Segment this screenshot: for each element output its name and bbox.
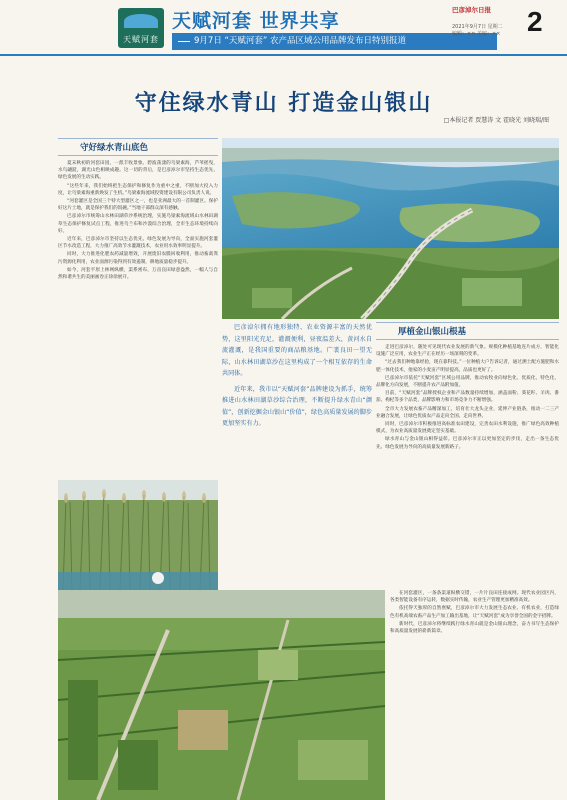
reed-illustration xyxy=(58,480,218,590)
masthead-subtitle: 9月7日 “天赋河套” 农产品区域公用品牌发布日特别报道 xyxy=(172,33,497,50)
right-section-title: 厚植金山银山根基 xyxy=(376,322,559,340)
right-paragraph: 全市大力发展农畜产品精深加工，培育壮大龙头企业，延伸产业链条，推动一二三产业融合发展，让绿色优质农产品走向全国、走向世界。 xyxy=(376,406,559,419)
left-paragraph: 近年来，巴彦淖尔市坚持以生态优先、绿色发展为导向，全面实施河套灌区节水改造工程，大力推广高效节水灌溉技术，农业用水效率明显提升。 xyxy=(58,237,218,250)
headline: 守住绿水青山 打造金山银山 xyxy=(134,91,433,116)
left-paragraph: “河套灌区是全国三个特大型灌区之一，也是亚洲最大的一首制灌区。保护好这片土地，就是保护我们的饭碗。”当地干部群众深有感触。 xyxy=(58,199,218,212)
right-article xyxy=(376,322,559,586)
bottom-right-paragraph: 新时代，巴彦淖尔将继续践行绿水青山就是金山银山理念，奋力书写生态保护和高质量发展的崭新篇章。 xyxy=(390,621,559,635)
page-number: 2 xyxy=(527,6,543,37)
bottom-right-article xyxy=(390,590,559,795)
bottom-right-paragraph: 依托得天独厚的自然禀赋，巴彦淖尔市大力发展生态农业、有机农业，打造绿色有机高端农畜产品生产加工输出基地，让“天赋河套”成为享誉全国的金字招牌。 xyxy=(390,606,559,619)
reed-marsh-photo xyxy=(58,480,218,590)
left-section-title: 守好绿水青山底色 xyxy=(58,138,218,156)
aerial-lake-illustration xyxy=(222,138,559,319)
masthead-title: 天赋河套 世界共享 xyxy=(172,10,340,32)
caption-block xyxy=(222,322,372,584)
byline: □本报记者 贾慧涛 文 霍晓光 刘晓瑞/图 xyxy=(443,117,549,124)
right-paragraph: 走进巴彦淖尔，随处可见现代农业发展的新气象。规模化种植基地连片成方，智能化设施广泛应用，农业生产正在经历一场深刻的变革。 xyxy=(376,345,559,358)
left-paragraph: 同时，大力推进化肥农药减量增效，开展废旧农膜回收利用，推动畜禽粪污资源化利用，农业面源污染得到有效遏制，耕地质量稳步提升。 xyxy=(58,252,218,265)
caption-paragraph: 近年来，我市以“天赋河套”品牌建设为抓手，统筹推进山水林田湖草沙综合治理，不断提升绿水青山“颜值”，创新挖掘金山银山“价值”，绿色高质量发展的脚步更加坚实有力。 xyxy=(222,385,372,427)
farmland-aerial-photo xyxy=(58,590,385,800)
left-paragraph: 如今，河套平原上林网纵横，渠系密布，万亩良田绿意盎然，一幅人与自然和谐共生的美丽画卷正徐徐展开。 xyxy=(58,267,218,281)
left-paragraph: 夏末秋初的河套田园，一派丰收景象。碧波荡漾的乌梁素海，芦苇摇曳，水鸟翩跹，湖光山色相映成趣。这一切的背后，是巴彦淖尔市坚持生态优先、绿色发展的生动实践。 xyxy=(58,161,218,181)
caption-paragraphs xyxy=(222,322,372,430)
right-paragraph: “过去我们种地靠经验，现在靠科技。”一位种植大户告诉记者，通过测土配方施肥和水肥一体化技术，他家的小麦亩产明显提高，品质也更好了。 xyxy=(376,360,559,373)
right-paragraph: 目前，“天赋河套”品牌授权企业和产品数量持续增加，涵盖面粉、葵花籽、羊肉、番茄、枸杞等多个品类，品牌影响力和市场竞争力不断增强。 xyxy=(376,391,559,404)
issue-meta: 2021年9月7日 星期二 编辑：×× 美编：×× xyxy=(452,24,503,37)
brand-logo-icon xyxy=(118,8,164,48)
left-paragraph: “这些年来，我们始终把生态保护和修复作为重中之重，不断加大投入力度，让乌梁素海重新焕发了生机。”乌梁素海流域投资建设有限公司负责人说。 xyxy=(58,183,218,196)
left-article xyxy=(58,138,218,478)
left-paragraphs xyxy=(58,160,218,281)
caption-paragraph: 巴彦淖尔拥有地形独特、农业资源丰富的天然优势，这里阳光充足，灌溉便利，昼夜温差大，黄河水自流灌溉，是我国重要的商品粮基地。广袤良田一望无际，山水林田湖草沙在这里构成了一个相互依存的生命共同体。 xyxy=(222,324,372,377)
farmland-illustration xyxy=(58,590,385,800)
bottom-right-paragraph: 在河套灌区，一条条渠道纵横交错，一片片良田连接成网。现代农业园区内，各类智能设备有序运转，数据实时传输，农业生产管理更加精准高效。 xyxy=(390,591,559,604)
bottom-right-paragraphs xyxy=(390,590,559,635)
left-paragraph: 巴彦淖尔市统筹山水林田湖草沙系统治理，实施乌梁素海流域山水林田湖草生态保护修复试点工程，推进乌兰布和沙漠综合治理，全市生态环境持续向好。 xyxy=(58,214,218,234)
right-paragraphs xyxy=(376,344,559,451)
aerial-lake-photo xyxy=(222,138,559,319)
right-paragraph: 同时，巴彦淖尔市积极推进高标准农田建设，完善农田水利设施，推广绿色高效种植模式，为农业高质量发展奠定坚实基础。 xyxy=(376,422,559,435)
right-paragraph: 巴彦淖尔市依托“天赋河套”区域公用品牌，推动农牧业向绿色化、优质化、特色化、品牌化方向发展，不断提升农产品附加值。 xyxy=(376,375,559,389)
masthead-rule xyxy=(0,54,567,56)
logo-sky-shape xyxy=(124,14,158,28)
right-paragraph: 绿水青山与金山银山相得益彰。巴彦淖尔市正以更加坚定的步伐，走出一条生态优先、绿色发展为导向的高质量发展新路子。 xyxy=(376,437,559,450)
logo-text: 天赋河套 xyxy=(123,35,159,44)
masthead xyxy=(0,0,567,56)
newspaper-brand: 巴彦淖尔日报 xyxy=(452,6,491,14)
